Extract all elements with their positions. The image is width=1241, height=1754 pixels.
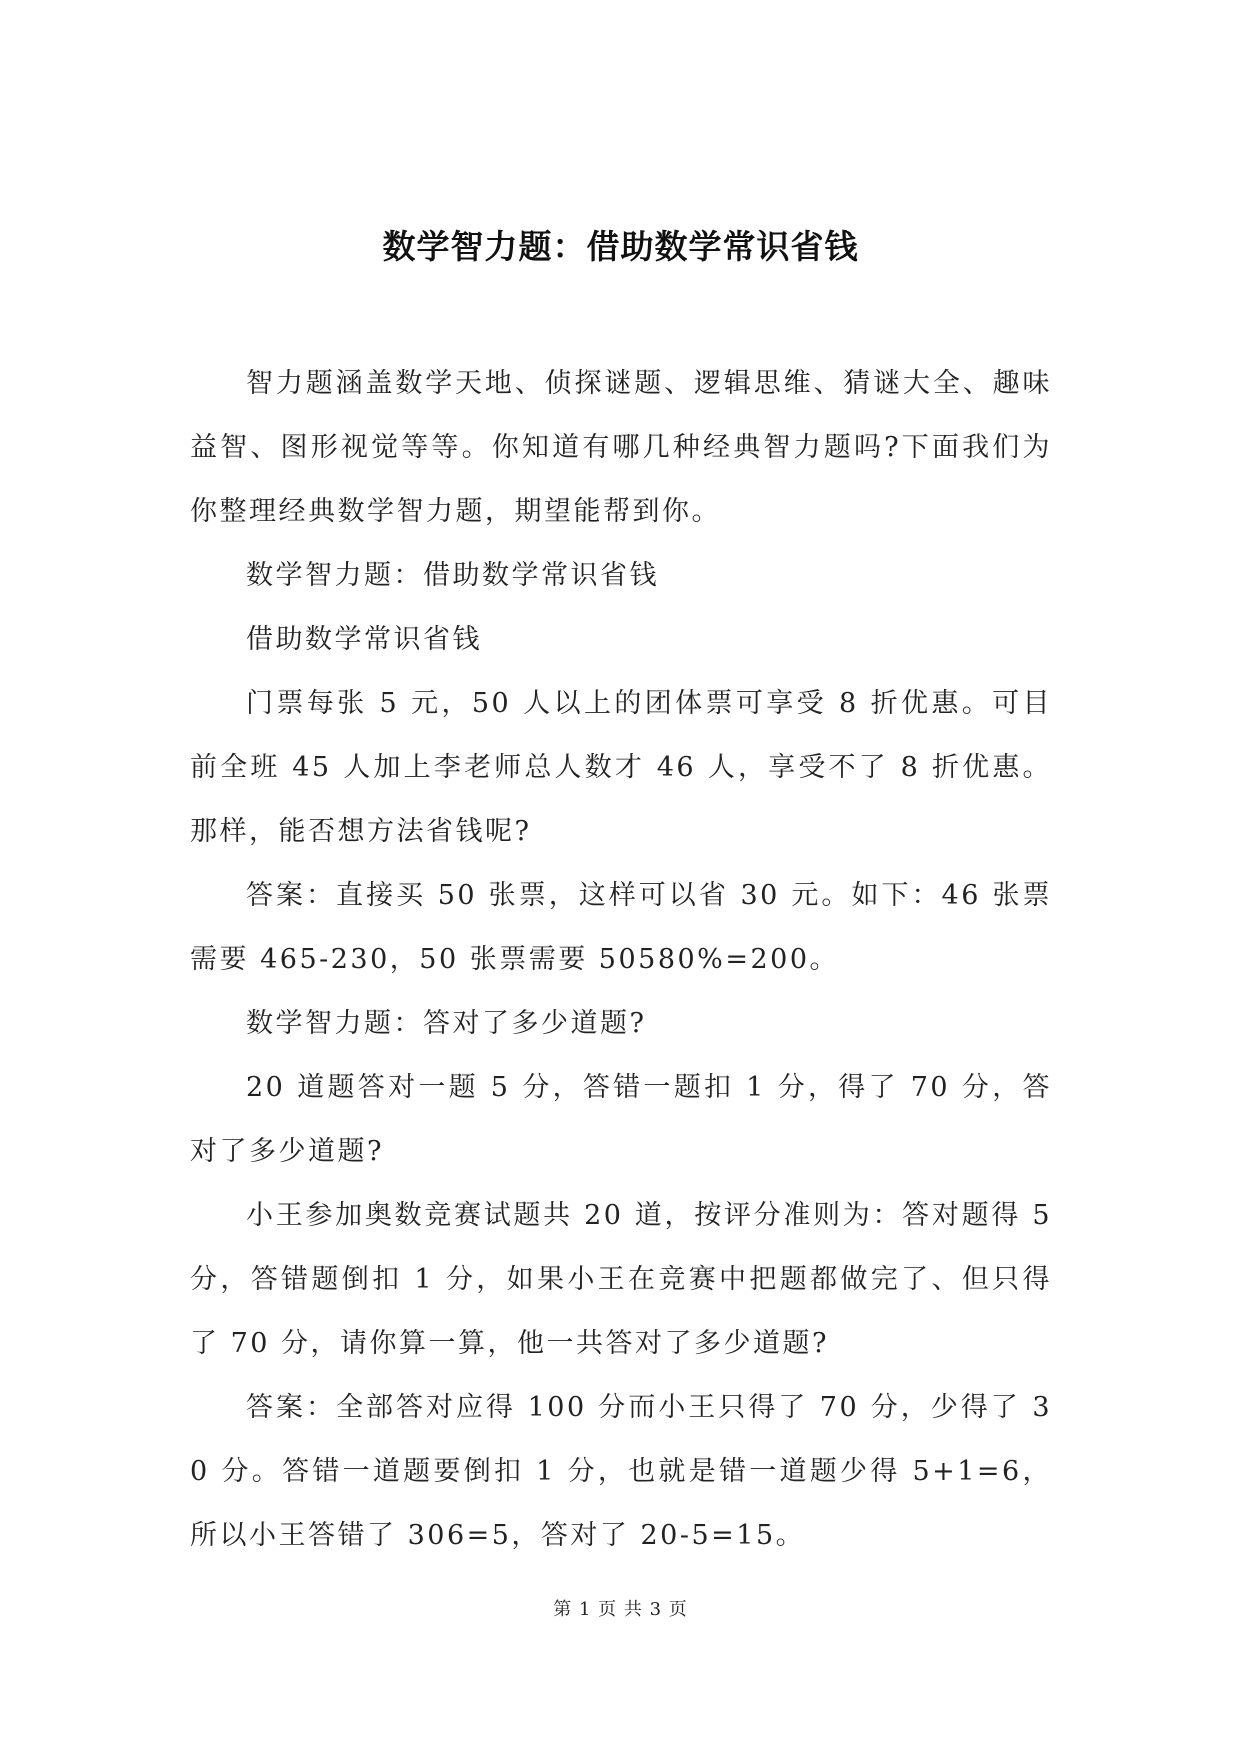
document-title: 数学智力题：借助数学常识省钱 bbox=[382, 227, 859, 266]
paragraph-question-summary: 20 道题答对一题 5 分，答错一题扣 1 分，得了 70 分，答对了多少道题? bbox=[190, 1072, 1052, 1167]
paragraph-section-heading: 数学智力题：借助数学常识省钱 bbox=[246, 560, 659, 591]
paragraph-subheading: 借助数学常识省钱 bbox=[246, 624, 482, 655]
paragraph-competition-problem: 小王参加奥数竞赛试题共 20 道，按评分准则为：答对题得 5 分，答错题倒扣 1 分，如果小王在竞赛中把题都做完了、但只得了 70 分，请你算一算，他一共答对了多少道题? bbox=[190, 1200, 1052, 1359]
document-body bbox=[190, 352, 1052, 1568]
paragraph-intro: 智力题涵盖数学天地、侦探谜题、逻辑思维、猜谜大全、趣味益智、图形视觉等等。你知道有哪几种经典智力题吗?下面我们为你整理经典数学智力题，期望能帮到你。 bbox=[190, 368, 1052, 527]
paragraph-ticket-answer: 答案：直接买 50 张票，这样可以省 30 元。如下：46 张票需要 465-230，50 张票需要 50580%=200。 bbox=[190, 880, 1052, 975]
paragraph-competition-answer: 答案：全部答对应得 100 分而小王只得了 70 分，少得了 30 分。答错一道题要倒扣 1 分，也就是错一道题少得 5+1=6，所以小王答错了 306=5，答对了 20-5=15。 bbox=[190, 1392, 1052, 1551]
paragraph-ticket-problem: 门票每张 5 元，50 人以上的团体票可享受 8 折优惠。可目前全班 45 人加上李老师总人数才 46 人，享受不了 8 折优惠。那样，能否想方法省钱呢? bbox=[190, 688, 1052, 847]
page-number-footer: 第 1 页 共 3 页 bbox=[553, 1599, 688, 1620]
paragraph-question-heading: 数学智力题：答对了多少道题? bbox=[246, 1008, 647, 1039]
